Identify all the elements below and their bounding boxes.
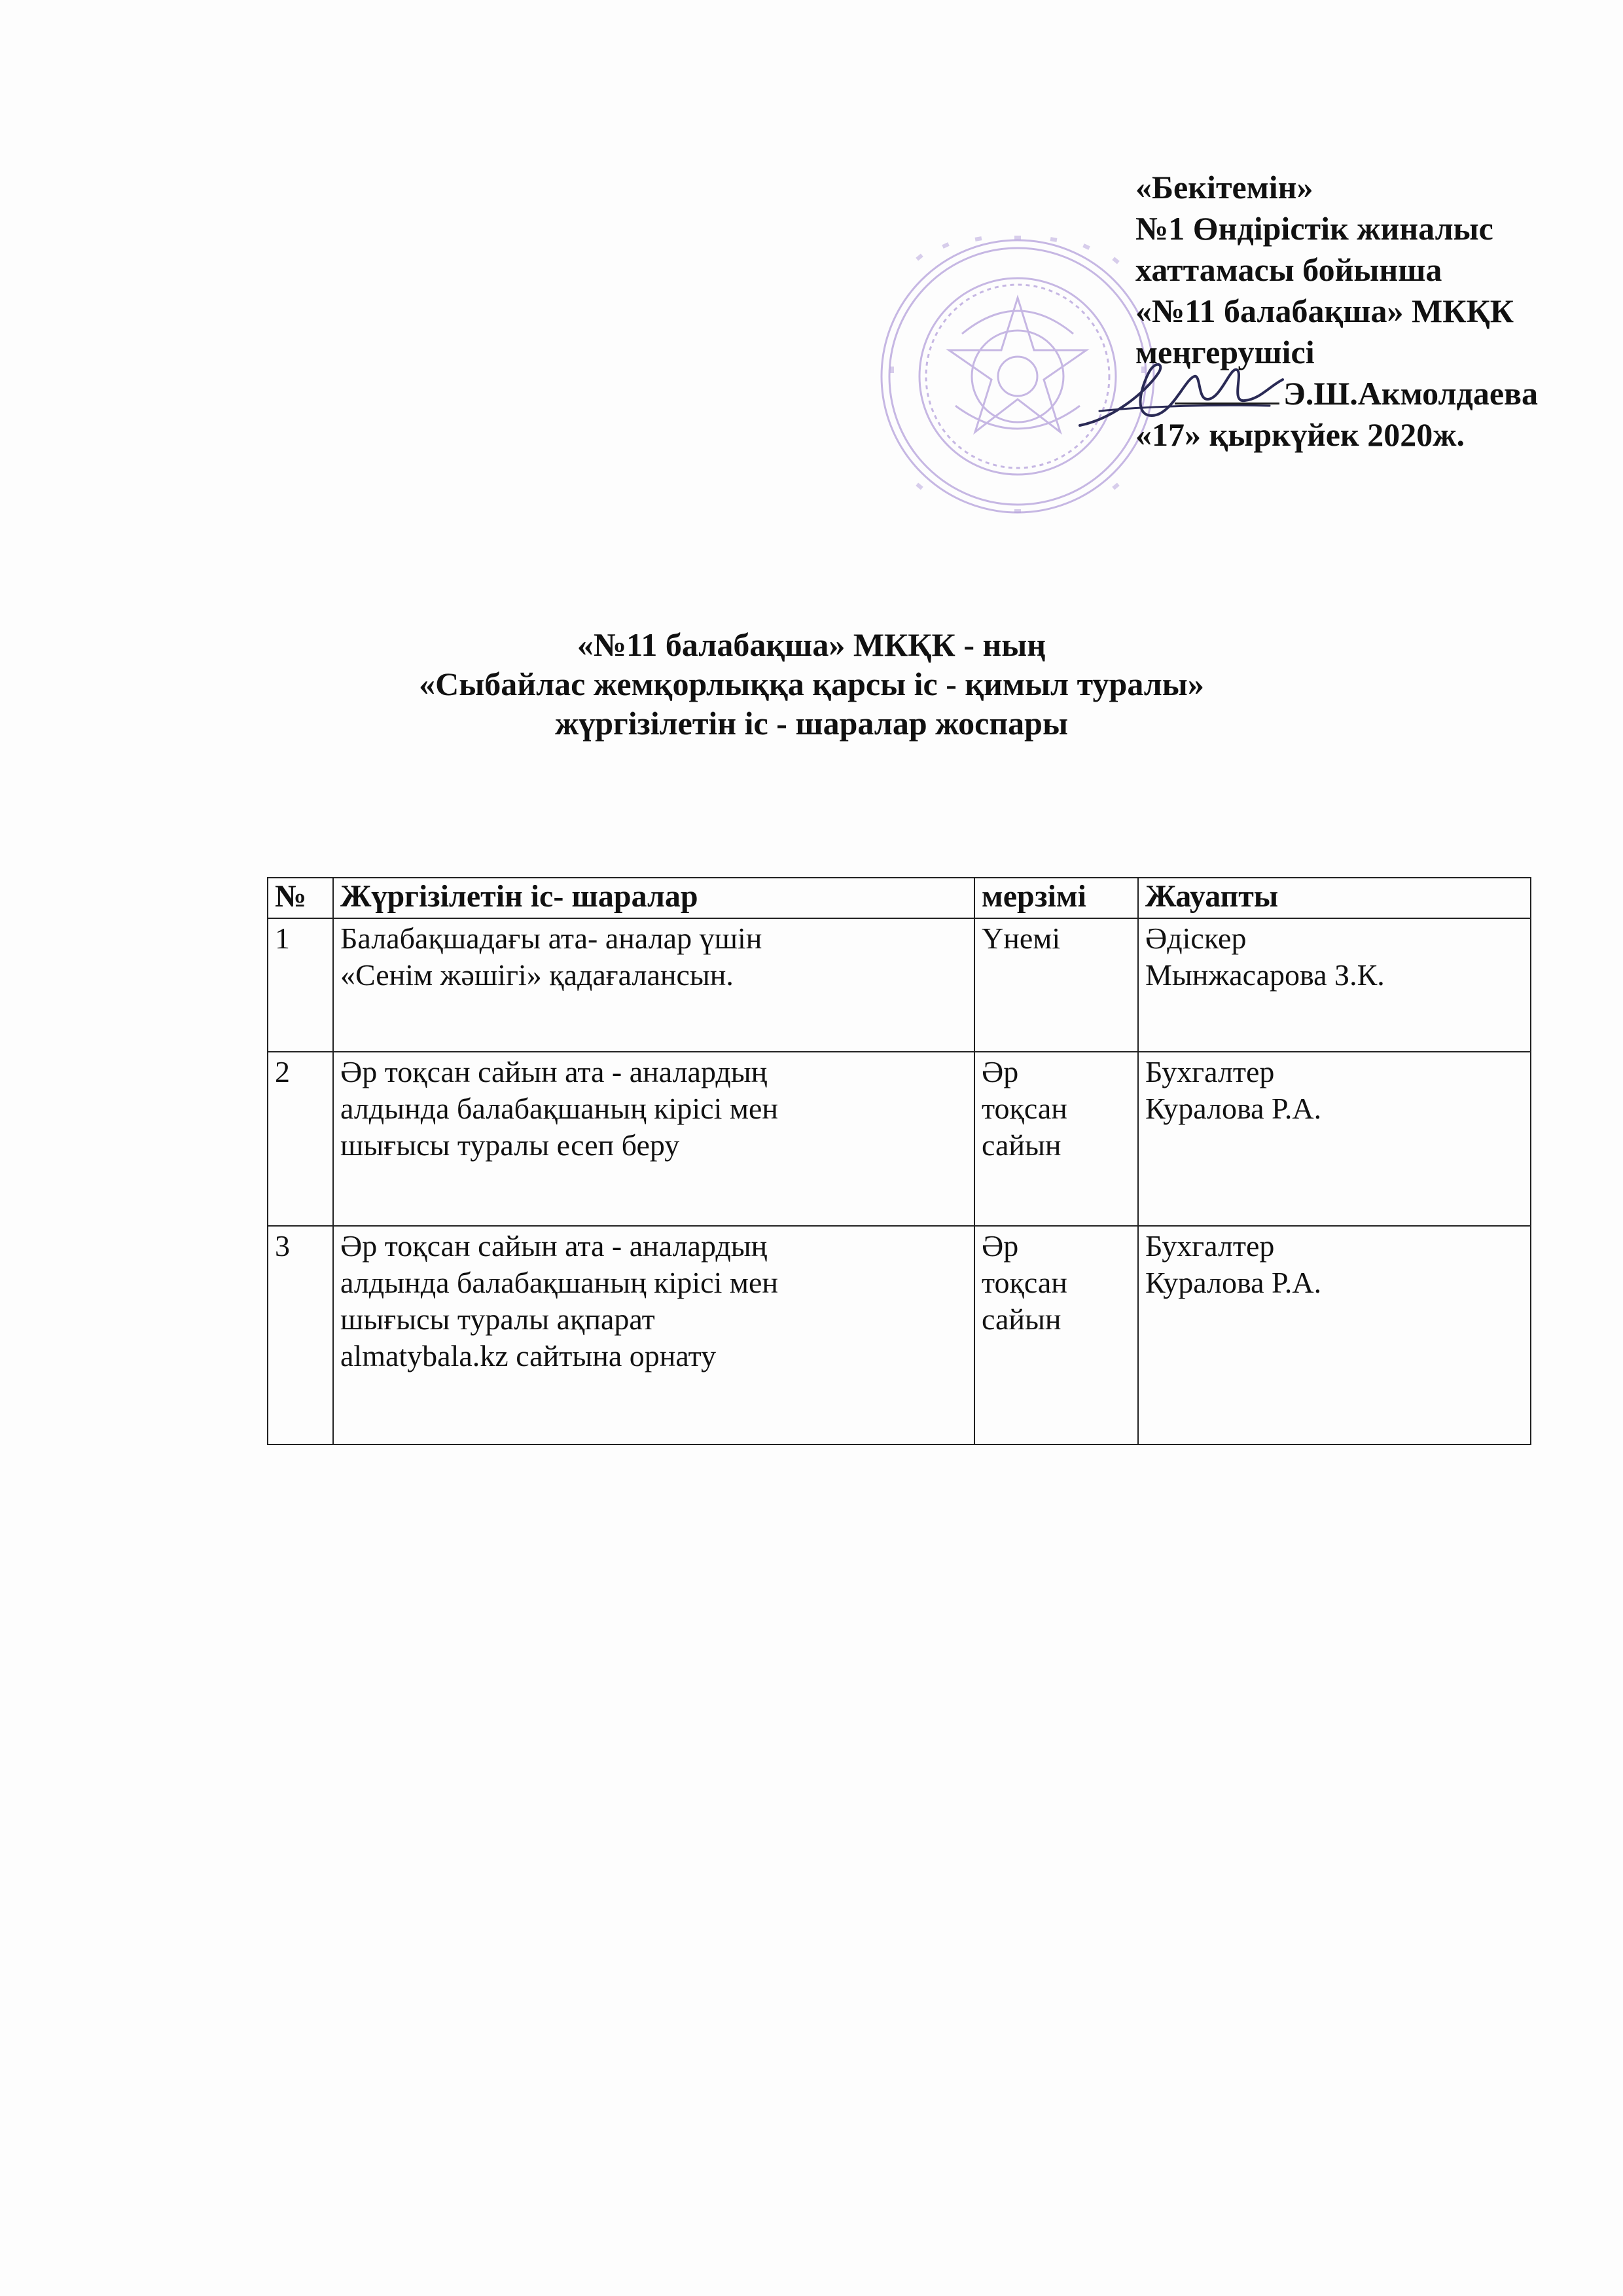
- approval-line-4: «№11 балабақша» МКҚК: [1135, 293, 1514, 329]
- title-line-2: «Сыбайлас жемқорлыққа қарсы іс - қимыл туралы»: [419, 666, 1204, 702]
- header-number: №: [268, 878, 333, 918]
- approval-date: «17» қыркүйек 2020ж.: [1135, 416, 1465, 453]
- row-task: Әр тоқсан сайын ата - аналардың алдында балабақшаның кірісі мен шығысы туралы ақпарат almatybala.kz сайтына орнату: [333, 1226, 974, 1444]
- row-task: Балабақшадағы ата- аналар үшін «Сенім жәшігі» қадағалансын.: [333, 918, 974, 1052]
- row-responsible: Әдіскер Мынжасарова З.К.: [1138, 918, 1531, 1052]
- row-term: Әр тоқсан сайын: [974, 1052, 1138, 1226]
- table-row: [268, 918, 1531, 1052]
- header-task: Жүргізілетін іс- шаралар: [333, 878, 974, 918]
- row-term: Үнемі: [974, 918, 1138, 1052]
- title-line-3: жүргізілетін іс - шаралар жоспары: [554, 705, 1069, 742]
- signature-line: [1175, 403, 1279, 404]
- row-task: Әр тоқсан сайын ата - аналардың алдында балабақшаның кірісі мен шығысы туралы есеп беру: [333, 1052, 974, 1226]
- row-number: 1: [268, 918, 333, 1052]
- approval-line-2: №1 Өндірістік жиналыс: [1135, 210, 1493, 247]
- approval-line-5: меңгерушісі: [1135, 334, 1315, 370]
- approval-line-1: «Бекітемін»: [1135, 169, 1313, 206]
- row-responsible: Бухгалтер Куралова Р.А.: [1138, 1226, 1531, 1444]
- approval-signer: Э.Ш.Акмолдаева: [1283, 375, 1539, 412]
- row-number: 3: [268, 1226, 333, 1444]
- header-responsible: Жауапты: [1138, 878, 1531, 918]
- row-responsible: Бухгалтер Куралова Р.А.: [1138, 1052, 1531, 1226]
- approval-signer-row: [1135, 373, 1594, 414]
- plan-table: [267, 877, 1531, 1445]
- title-line-1: «№11 балабақша» МКҚК - ның: [577, 626, 1046, 663]
- table-row: [268, 1226, 1531, 1444]
- table-row: [268, 1052, 1531, 1226]
- row-term: Әр тоқсан сайын: [974, 1226, 1138, 1444]
- approval-block: [1135, 167, 1594, 456]
- table-header-row: [268, 878, 1531, 918]
- approval-line-3: хаттамасы бойынша: [1135, 251, 1442, 288]
- header-term: мерзімі: [974, 878, 1138, 918]
- row-number: 2: [268, 1052, 333, 1226]
- document-title: [157, 625, 1466, 743]
